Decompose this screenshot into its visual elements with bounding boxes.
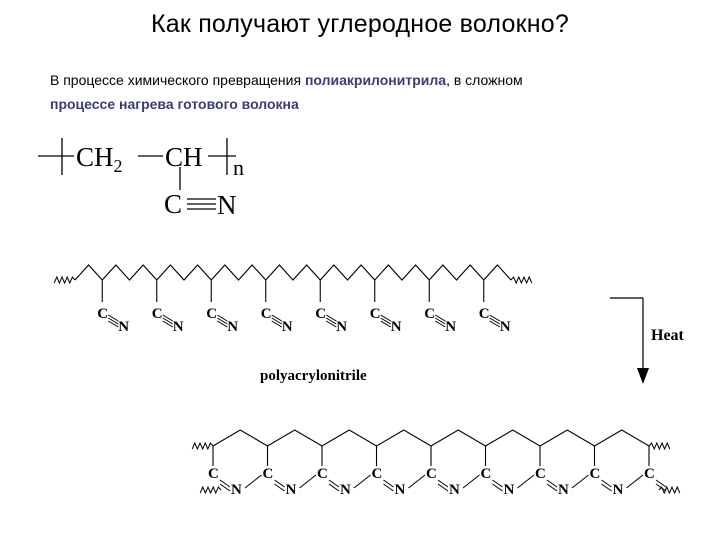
intro-text-1: В процессе химического превращения [50, 72, 305, 88]
pan-carbon-label: C [206, 306, 218, 322]
intro-highlight-heating: процессе нагрева готового волокна [50, 96, 299, 112]
ladder-carbon-label: C [262, 466, 274, 482]
ladder-n-c-bond [245, 475, 262, 488]
pan-carbon-label: C [315, 306, 327, 322]
ladder-double-bond [329, 484, 339, 491]
intro-highlight-pan: полиакрилонитрила [304, 72, 447, 88]
ladder-nitrogen-label: N [449, 482, 460, 498]
ladder-nitrogen-label: N [394, 482, 406, 498]
ladder-double-bond [275, 484, 285, 491]
monomer-carbon: C [164, 189, 183, 219]
pan-triple-bond [490, 321, 500, 327]
pan-triple-bond [381, 318, 391, 324]
monomer-ch: CH [165, 142, 203, 172]
ladder-carbon-label: C [589, 466, 601, 482]
ladder-double-bond [220, 484, 230, 491]
pan-triple-bond [217, 321, 227, 327]
pan-triple-bond [217, 315, 227, 321]
ladder-n-c-bond [463, 475, 480, 488]
pan-triple-bond [272, 318, 282, 324]
heat-label: Heat [651, 327, 684, 344]
pan-triple-bond [272, 321, 282, 327]
pan-triple-bond [435, 315, 445, 321]
pan-chain-end-right [511, 277, 532, 283]
ladder-nitrogen-label: N [340, 482, 351, 498]
ladder-double-bond [220, 480, 230, 487]
ladder-carbon-label: C [371, 466, 383, 482]
pan-triple-bond [381, 315, 391, 321]
ladder-double-bond [384, 484, 394, 491]
ladder-n-c-bond [518, 475, 535, 488]
ladder-carbon-label: C [535, 466, 546, 482]
pan-triple-bond [490, 318, 500, 324]
ladder-double-bond [275, 480, 285, 487]
pan-triple-bond [217, 318, 227, 324]
pan-nitrogen-label: N [281, 319, 293, 335]
ladder-n-c-bond [354, 475, 371, 488]
monomer-ch2: $CH_2$ [76, 142, 123, 176]
pan-triple-bond [326, 318, 336, 324]
pan-triple-bond [163, 315, 173, 321]
ladder-n-c-bond [300, 475, 317, 488]
pan-triple-bond [326, 315, 336, 321]
ladder-nitrogen-label: N [231, 482, 242, 498]
ladder-double-bond [493, 484, 503, 491]
pan-carbon-label: C [369, 306, 381, 322]
ladder-double-bond [547, 484, 557, 491]
pan-carbon-label: C [151, 306, 163, 322]
ladder-polymer [192, 430, 680, 498]
ladder-double-bond [438, 480, 448, 487]
pan-nitrogen-label: N [390, 319, 402, 335]
pan-chain-end-left [54, 277, 75, 283]
ladder-end-top-left [192, 443, 213, 449]
ladder-end-bottom-left [200, 487, 221, 493]
pan-carbon-label: C [424, 306, 436, 322]
ladder-double-bond [384, 480, 394, 487]
pan-triple-bond [108, 315, 118, 321]
pan-triple-bond [381, 321, 391, 327]
ladder-double-bond [602, 480, 612, 487]
pan-nitrogen-label: N [118, 319, 130, 335]
pan-nitrogen-label: N [227, 319, 239, 335]
pan-triple-bond [435, 321, 445, 327]
ladder-double-bond [329, 480, 339, 487]
ladder-carbon-label: C [480, 466, 492, 482]
ladder-carbon-label: C [426, 466, 437, 482]
pan-nitrogen-label: N [336, 319, 348, 335]
pan-triple-bond [435, 318, 445, 324]
ladder-carbon-label: C [208, 466, 219, 482]
ladder-double-bond [493, 480, 503, 487]
pan-nitrogen-label: N [445, 319, 457, 335]
ladder-double-bond [438, 484, 448, 491]
pan-nitrogen-label: N [172, 319, 184, 335]
polyacrylonitrile-caption: polyacrylonitrile [260, 368, 367, 384]
ladder-double-bond [656, 480, 666, 487]
pan-triple-bond [108, 318, 118, 324]
ladder-double-bond [547, 480, 557, 487]
ladder-carbon-label: C [644, 466, 655, 482]
pan-carbon-label: C [97, 306, 109, 322]
pan-triple-bond [490, 315, 500, 321]
pan-triple-bond [326, 321, 336, 327]
ladder-nitrogen-label: N [558, 482, 569, 498]
pan-triple-bond [163, 321, 173, 327]
monomer-nitrogen: N [217, 190, 237, 220]
ladder-nitrogen-label: N [612, 482, 624, 498]
ladder-backbone [213, 430, 649, 446]
pan-carbon-label: C [260, 306, 272, 322]
pan-triple-bond [272, 315, 282, 321]
ladder-carbon-label: C [317, 466, 328, 482]
polyacrylonitrile-chain [54, 265, 532, 335]
pan-triple-bond [108, 321, 118, 327]
ladder-end-top-right [649, 443, 670, 449]
pan-nitrogen-label: N [499, 319, 511, 335]
ladder-double-bond [602, 484, 612, 491]
ladder-nitrogen-label: N [285, 482, 297, 498]
ladder-n-c-bond [627, 475, 644, 488]
ladder-double-bond [656, 484, 666, 491]
pan-carbon-label: C [478, 306, 490, 322]
heat-arrow [610, 298, 649, 384]
ladder-n-c-bond [409, 475, 426, 488]
ladder-nitrogen-label: N [503, 482, 515, 498]
ladder-n-c-bond [572, 475, 589, 488]
pan-triple-bond [163, 318, 173, 324]
slide-title: Как получают углеродное волокно? [151, 10, 569, 38]
intro-text-2: , в сложном [446, 72, 523, 88]
monomer-n-subscript: n [233, 155, 244, 180]
pan-backbone [75, 265, 511, 280]
